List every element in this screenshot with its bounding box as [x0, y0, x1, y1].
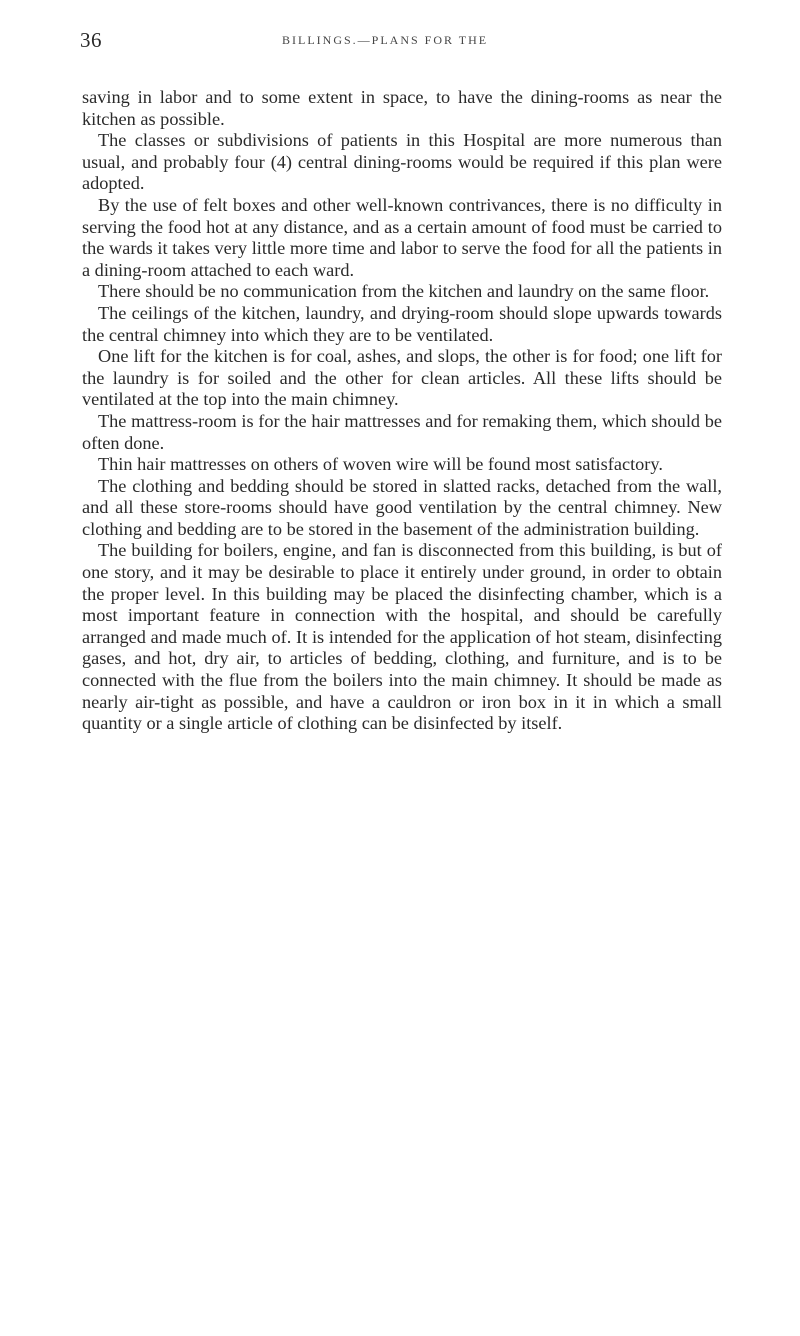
paragraph: The building for boilers, engine, and fan is disconnected from this building, is but of one story, and it may be desirable to place it entirely under ground, in order to obtain the proper level. In this building may be placed the disinfecting chamber, which is a most important feature in connection with the hospital, and should be carefully arranged and made much of. It is intended for the application of hot steam, disinfecting gases, and hot, dry air, to articles of bedding, clothing, and furniture, and is to be connected with the flue from the boilers into the main chimney. It should be made as nearly air-tight as possible, and have a cauldron or iron box in it in which a small quantity or a single article of clothing can be disinfected by itself.	[82, 540, 722, 734]
paragraph: There should be no communication from the kitchen and laundry on the same floor.	[98, 281, 710, 302]
body-text	[82, 87, 722, 735]
paragraph: The classes or subdivisions of patients in this Hospital are more numerous than usual, and probably four (4) central dining-rooms would be required if this plan were adopted.	[82, 130, 722, 194]
page-number: 36	[80, 28, 102, 52]
running-head: BILLINGS.—PLANS FOR THE	[282, 33, 489, 47]
paragraph-continuation: saving in labor and to some extent in space, to have the dining-rooms as near the kitchen as possible.	[82, 87, 722, 129]
paragraph: By the use of felt boxes and other well-known contrivances, there is no difficulty in serving the food hot at any distance, and as a certain amount of food must be carried to the wards it takes very little more time and labor to serve the food for all the patients in a dining-room attached to each ward.	[82, 194, 722, 280]
page-header	[80, 28, 720, 58]
paragraph: The clothing and bedding should be stored in slatted racks, detached from the wall, and all these store-rooms should have good ventilation by the central chimney. New clothing and bedding are to be stored in the basement of the administration building.	[82, 475, 722, 539]
paragraph: The ceilings of the kitchen, laundry, and drying-room should slope upwards towards the central chimney into which they are to be ventilated.	[82, 302, 722, 345]
paragraph: One lift for the kitchen is for coal, ashes, and slops, the other is for food; one lift for the laundry is for soiled and the other for clean articles. All these lifts should be ventilated at the top into the main chimney.	[82, 346, 722, 410]
paragraph: Thin hair mattresses on others of woven wire will be found most satisfactory.	[98, 454, 663, 475]
paragraph: The mattress-room is for the hair mattresses and for remaking them, which should be often done.	[82, 410, 722, 453]
